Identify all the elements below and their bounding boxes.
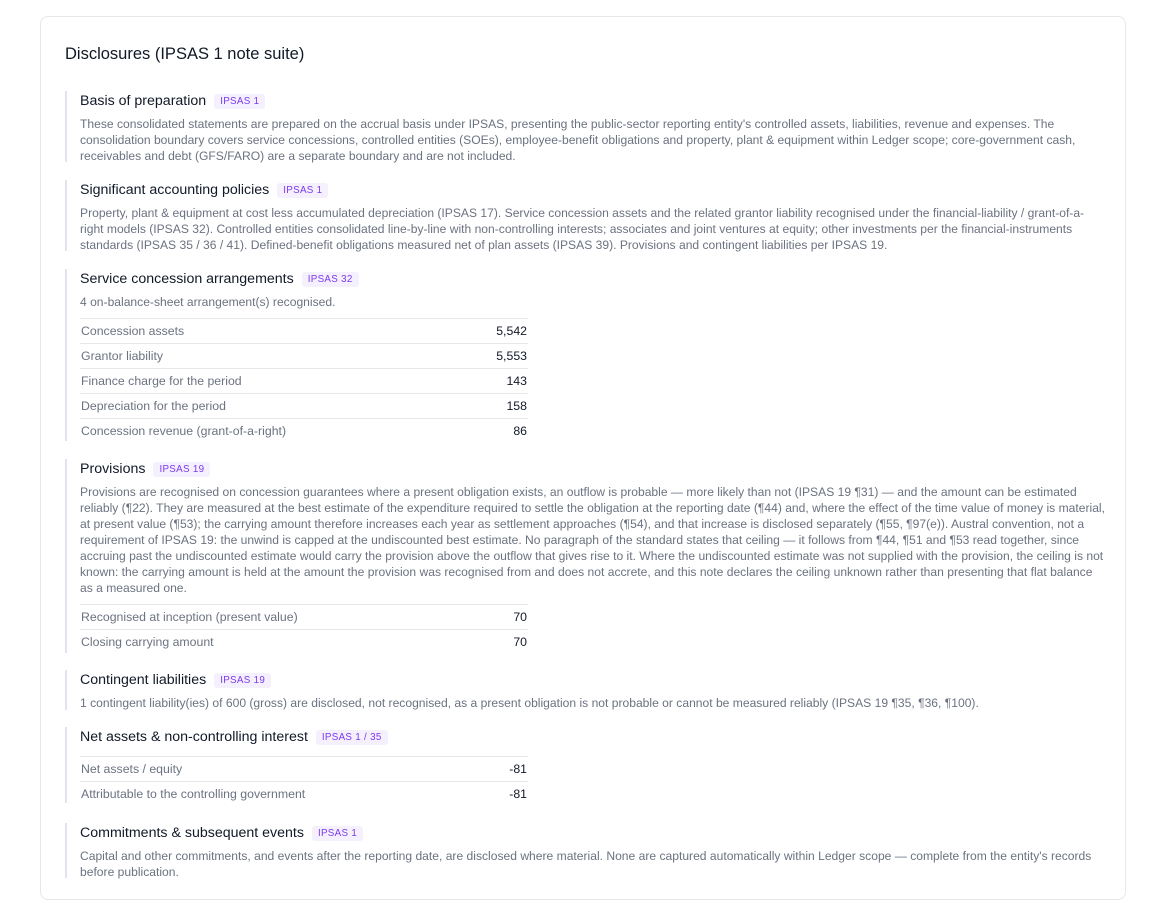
table-row	[80, 394, 528, 419]
row-label: Recognised at inception (present value)	[81, 610, 298, 624]
table-row	[80, 782, 528, 807]
section-title: Commitments & subsequent events	[80, 825, 304, 841]
row-label: Net assets / equity	[81, 762, 183, 776]
row-value: 158	[506, 399, 527, 413]
section-header	[80, 269, 1105, 289]
table-row	[80, 369, 528, 394]
card-title: Disclosures (IPSAS 1 note suite)	[65, 45, 305, 63]
standard-badge: IPSAS 19	[153, 462, 210, 477]
section-text: 1 contingent liability(ies) of 600 (gross) are disclosed, not recognised, as a present obligation is not probable or cannot be measured reliably (IPSAS 19 ¶35, ¶36, ¶100).	[80, 696, 979, 710]
section-title: Provisions	[80, 461, 146, 477]
section-header	[80, 823, 1105, 843]
section-header	[80, 727, 1105, 747]
section-provisions	[65, 459, 1105, 653]
disclosures-card	[40, 16, 1126, 900]
row-value: -81	[509, 787, 527, 801]
table-row	[80, 630, 528, 655]
section-header	[80, 459, 1105, 479]
section-commitments	[65, 823, 1105, 878]
standard-badge: IPSAS 1 / 35	[316, 730, 388, 745]
row-label: Closing carrying amount	[81, 635, 214, 649]
table-row	[80, 419, 528, 444]
row-label: Finance charge for the period	[81, 374, 242, 388]
section-title: Basis of preparation	[80, 93, 207, 109]
section-net-assets	[65, 727, 1105, 803]
table-row	[80, 344, 528, 369]
section-service-concessions	[65, 269, 1105, 441]
row-value: 70	[513, 610, 527, 624]
section-header	[80, 180, 1105, 200]
standard-badge: IPSAS 1	[312, 826, 363, 841]
row-value: 5,542	[496, 324, 527, 338]
section-text: These consolidated statements are prepared on the accrual basis under IPSAS, presenting the public-sector reporting entity's controlled assets, liabilities, revenue and expenses. The consolidation boundary covers service concessions, controlled entities (SOEs), employee-benefit obligations and property, plant & equipment within Ledger scope; core-government cash, receivables and debt (GFS/FARO) are a separate boundary and are not included.	[80, 117, 1076, 163]
section-text: 4 on-balance-sheet arrangement(s) recognised.	[80, 295, 336, 309]
table-row	[80, 319, 528, 344]
row-value: 143	[506, 374, 527, 388]
row-label: Attributable to the controlling government	[81, 787, 306, 801]
concession-table	[80, 318, 528, 443]
table-row	[80, 757, 528, 782]
standard-badge: IPSAS 19	[214, 673, 271, 688]
row-value: 86	[513, 424, 527, 438]
section-text: Property, plant & equipment at cost less accumulated depreciation (IPSAS 17). Service concession assets and the related grantor liability recognised under the financial-liability / grant-of-a-right models (IPSAS 32). Controlled entities consolidated line-by-line with non-controlling interests; associates and joint ventures at equity; other investments per the financial-instruments standards (IPSAS 35 / 36 / 41). Defined-benefit obligations measured net of plan assets (IPSAS 39). Provisions and contingent liabilities per IPSAS 19.	[80, 206, 1085, 252]
section-header	[80, 670, 1105, 690]
table-row	[80, 605, 528, 630]
row-value: 70	[513, 635, 527, 649]
section-title: Contingent liabilities	[80, 672, 207, 688]
section-contingent-liabilities	[65, 670, 1105, 710]
row-value: 5,553	[496, 349, 527, 363]
standard-badge: IPSAS 32	[302, 272, 359, 287]
row-label: Concession revenue (grant-of-a-right)	[81, 424, 287, 438]
section-text: Capital and other commitments, and events after the reporting date, are disclosed where material. None are captured automatically within Ledger scope — complete from the entity's records before publication.	[80, 849, 1092, 879]
section-text: Provisions are recognised on concession guarantees where a present obligation exists, an outflow is probable — more likely than not (IPSAS 19 ¶31) — and the amount can be estimated reliably (¶22). They are measured at the best estimate of the expenditure required to settle the obligation at the reporting date (¶44) and, where the effect of the time value of money is material, at present value (¶53); the carrying amount therefore increases each year as settlement approaches (¶54), and that increase is disclosed separately (¶55, ¶97(e)). Austral convention, not a requirement of IPSAS 19: the unwind is capped at the undiscounted best estimate. No paragraph of the standard states that ceiling — it follows from ¶44, ¶51 and ¶53 read together, since accruing past the undiscounted estimate would carry the provision above the outflow that gives rise to it. Where the undiscounted estimate was not supplied with the provision, the ceiling is not known: the carrying amount is held at the amount the provision was recognised from and does not accrete, and this note declares the ceiling unknown rather than presenting that flat balance as a measured one.	[80, 485, 1105, 595]
section-accounting-policies	[65, 180, 1105, 251]
section-basis-of-preparation	[65, 91, 1105, 162]
standard-badge: IPSAS 1	[214, 94, 265, 109]
section-title: Service concession arrangements	[80, 271, 294, 287]
row-label: Grantor liability	[81, 349, 164, 363]
section-title: Significant accounting policies	[80, 182, 270, 198]
provisions-table	[80, 604, 528, 654]
row-label: Depreciation for the period	[81, 399, 226, 413]
section-title: Net assets & non-controlling interest	[80, 729, 308, 745]
section-header	[80, 91, 1105, 111]
standard-badge: IPSAS 1	[277, 183, 328, 198]
net-assets-table	[80, 756, 528, 806]
row-value: -81	[509, 762, 527, 776]
row-label: Concession assets	[81, 324, 185, 338]
